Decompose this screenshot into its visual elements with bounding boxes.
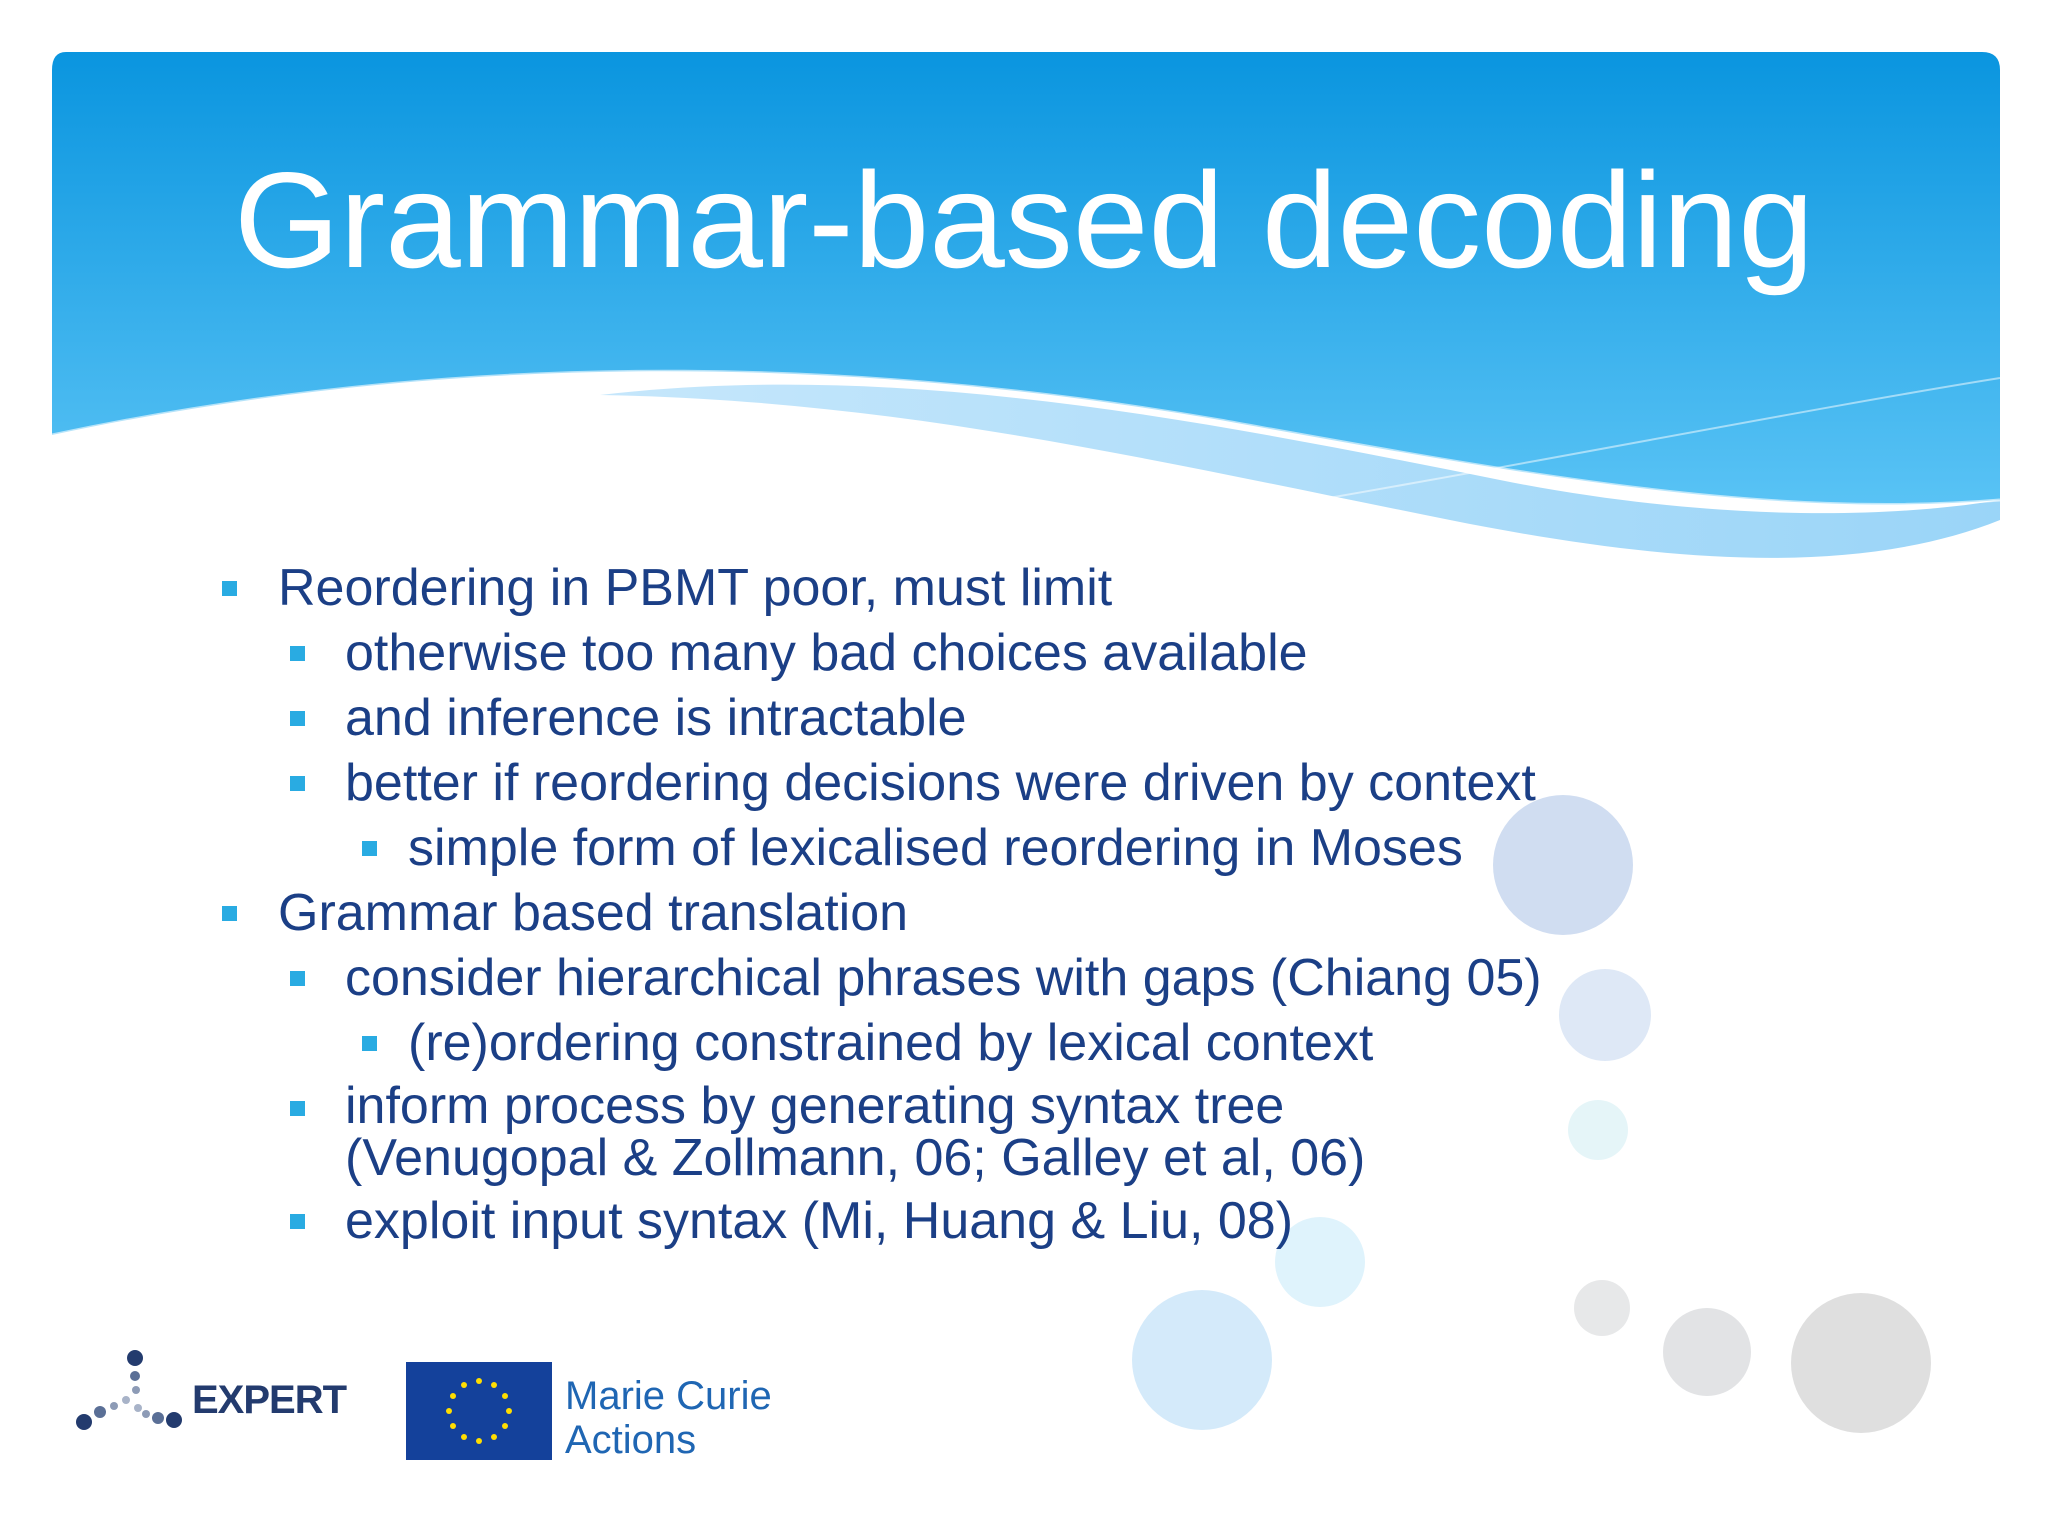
bullet-item: and inference is intractable — [0, 690, 2048, 746]
slide-title: Grammar-based decoding — [234, 144, 1814, 296]
bullet-item: inform process by generating syntax tree (Venugopal & Zollmann, 06; Galley et al, 06) — [0, 1080, 1445, 1184]
bullet-marker — [290, 971, 305, 986]
bullet-marker — [290, 1214, 305, 1229]
bullet-marker — [222, 906, 237, 921]
bullet-item: exploit input syntax (Mi, Huang & Liu, 08) — [0, 1193, 2048, 1249]
bullet-item: better if reordering decisions were driven by context — [0, 755, 2048, 811]
bullet-item: otherwise too many bad choices available — [0, 625, 2048, 681]
bullet-item: simple form of lexicalised reordering in Moses — [0, 820, 2048, 876]
bullet-item: consider hierarchical phrases with gaps (Chiang 05) — [0, 950, 2048, 1006]
bullet-marker — [290, 646, 305, 661]
eu-flag-icon — [406, 1362, 552, 1460]
bullet-item: Grammar based translation — [0, 885, 2048, 941]
bullet-marker — [290, 711, 305, 726]
expert-logo-text: EXPERT — [192, 1378, 347, 1422]
marie-curie-logo-text: Marie Curie Actions — [565, 1374, 772, 1462]
bullet-marker — [290, 776, 305, 791]
bullet-marker — [290, 1101, 305, 1116]
bullet-item: (re)ordering constrained by lexical context — [0, 1015, 2048, 1071]
bullet-marker — [222, 581, 237, 596]
bullet-marker — [362, 841, 377, 856]
bullet-list — [0, 560, 2048, 1258]
bullet-item: Reordering in PBMT poor, must limit — [0, 560, 2048, 616]
bullet-marker — [362, 1036, 377, 1051]
